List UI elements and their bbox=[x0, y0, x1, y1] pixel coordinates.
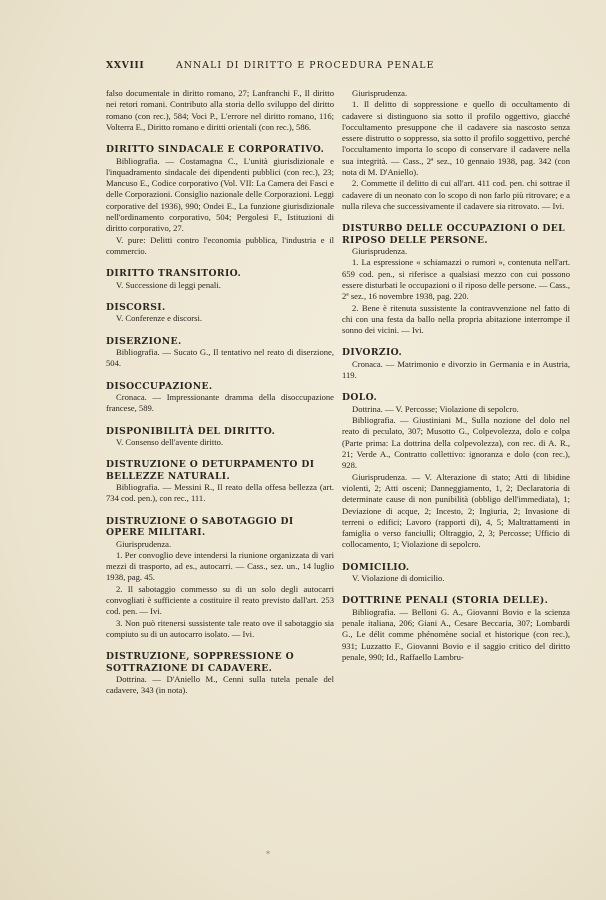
entry-paragraph: 1. Il delitto di soppressione e quello di occultamento di cadavere si distinguono sia sotto il profilo oggettivo, giacché l'occultamento presuppone che il cadavere sia nascosto senza essere distrutto o soppresso, sia sotto il profilo soggettivo, perché l'occultamento importa lo scopo di conservare il cadavere nella sua integrità. — Cass., 2ª sez., 10 gennaio 1938, pag. 342 (con nota di M. D'Aniello). bbox=[342, 99, 570, 178]
section-heading: DISOCCUPAZIONE. bbox=[106, 380, 213, 392]
page-header bbox=[106, 60, 506, 76]
entry-paragraph: Bibliografia. — Giustiniani M., Sulla nozione del dolo nel reato di peculato, 307; Musotto G., Colpevolezza, dolo e colpa (Parte prima: La dottrina della colpevolezza), con rec. di A. R., 21; Verde A., Contratto collettivo: ignoranza e dolo (con rec.), 928. bbox=[342, 415, 570, 471]
entry-paragraph: 2. Il sabotaggio commesso su di un solo degli autocarri convogliati è sufficiente a costituire il reato previsto dall'art. 253 cod. pen. — Ivi. bbox=[106, 583, 334, 617]
section-heading: DISERZIONE. bbox=[106, 335, 182, 347]
section-heading: DOLO. bbox=[342, 392, 378, 404]
entry-paragraph: 3. Non può ritenersi sussistente tale reato ove il sabotaggio sia compiuto su di un autocarro isolato. — Ivi. bbox=[106, 617, 334, 639]
entry-paragraph: Bibliografia. — Sucato G., Il tentativo nel reato di diserzione, 504. bbox=[106, 347, 334, 369]
entry-paragraph: Giurisprudenza. — V. Alterazione di stato; Atti di libidine violenti, 2; Atti osceni; Danneggiamento, 1, 2; Declaratoria di determinate cause di non punibilità (obbligo dell'immediata), 1; Deviazione di acque, 2; Incesto, 2; Ingiuria, 2; Invasione di terreni o edifici; Lavoro (rapporti di), 4, 5; Maltrattamenti in famiglia o verso fanciulli; Oltraggio, 2, 3; Percosse; Ufficio di collocamento, 1; Violazione di sepolcro. bbox=[342, 471, 570, 550]
entry-paragraph: Bibliografia. — Belloni G. A., Giovanni Bovio e la scienza penale italiana, 206; Giani A., Cesare Beccaria, 307; Lombardi G., Le délit comme phénomène social et historique (con rec.), 931; Luzzatto F., Giovanni Bovio e il saggio critico del diritto penale, 990; Id., Raffaello Lambru- bbox=[342, 606, 570, 663]
entry-paragraph: V. Consenso dell'avente diritto. bbox=[116, 437, 224, 448]
entry-paragraph: Giurisprudenza. bbox=[352, 246, 408, 257]
page-number: XXVIII bbox=[106, 60, 145, 71]
entry-paragraph: Dottrina. — V. Percosse; Violazione di sepolcro. bbox=[352, 403, 519, 414]
section-heading: DIVORZIO. bbox=[342, 347, 403, 359]
entry-paragraph: 1. La espressione « schiamazzi o rumori », contenuta nell'art. 659 cod. pen., si riferisce a qualsiasi mezzo con cui possono essere disturbati le occupazioni o il riposo delle persone. — Cass., 2ª sez., 16 novembre 1938, pag. 220. bbox=[342, 257, 570, 302]
entry-paragraph: Giurisprudenza. bbox=[352, 88, 408, 98]
entry-paragraph: V. pure: Delitti contro l'economia pubblica, l'industria e il commercio. bbox=[106, 234, 334, 256]
entry-paragraph: Bibliografia. — Costamagna C., L'unità giurisdizionale e l'inquadramento sindacale dei dipendenti pubblici (con rec.), 23; Mancuso E., Codice corporativo (Vol. VII: La Camera dei Fasci e delle Corporazioni. Consiglio nazionale delle Corporazioni. Leggi corporative del 1936), 990; Ondei E., La funzione giurisdizionale nell'ordinamento corporativo, 504; Pergolesi F., Istituzioni di diritto corporativo, 27. bbox=[106, 155, 334, 234]
section-heading: DISTRUZIONE O SABOTAGGIO DI OPERE MILITARI. bbox=[106, 515, 294, 539]
section-heading: DISCORSI. bbox=[106, 301, 166, 313]
section-heading: DISPONIBILITÀ DEL DIRITTO. bbox=[106, 425, 276, 437]
entry-paragraph: V. Successione di leggi penali. bbox=[116, 279, 221, 290]
right-column bbox=[342, 88, 570, 663]
running-title: ANNALI DI DIRITTO E PROCEDURA PENALE bbox=[176, 60, 435, 71]
entry-paragraph: V. Violazione di domicilio. bbox=[352, 573, 445, 584]
section-heading: DISTRUZIONE O DETURPAMENTO DI BELLEZZE NATURALI. bbox=[106, 459, 315, 482]
entry-paragraph: Cronaca. — Impressionante dramma della disoccupazione francese, 589. bbox=[106, 392, 334, 414]
entry-paragraph: Dottrina. — D'Aniello M., Cenni sulla tutela penale del cadavere, 343 (in nota). bbox=[106, 674, 334, 696]
footnote-mark: * bbox=[266, 850, 270, 859]
entry-paragraph: Giurisprudenza. bbox=[116, 538, 172, 549]
entry-paragraph: 1. Per convoglio deve intendersi la riunione organizzata di vari mezzi di trasporto, ad es., autocarri. — Cass., sez. un., 14 luglio 1938, pag. 45. bbox=[106, 549, 334, 583]
section-heading: DISTRUZIONE, SOPPRESSIONE O SOTTRAZIONE DI CADAVERE. bbox=[106, 651, 295, 674]
section-heading: DISTURBO DELLE OCCUPAZIONI O DEL RIPOSO DELLE PERSONE. bbox=[342, 223, 565, 246]
entry-paragraph: falso documentale in diritto romano, 27; Lanfranchi F., Il diritto nei retori romani. Contributo alla storia dello sviluppo del diritto romano (con rec.), 584; Voci P., L'errore nel diritto romano, 116; Volterra E., Diritto romano e diritti orientali (con rec.), 586. bbox=[106, 88, 334, 132]
section-heading: DOTTRINE PENALI (STORIA DELLE). bbox=[342, 595, 549, 607]
left-column bbox=[106, 88, 334, 697]
entry-paragraph: 2. Commette il delitto di cui all'art. 411 cod. pen. chi sottrae il cadavere di un neonato con lo scopo di non farlo più ritrovare; e a nulla rileva che successivamente il cadavere sia ritrovato. — Ivi. bbox=[342, 178, 570, 211]
section-heading: DIRITTO TRANSITORIO. bbox=[106, 268, 242, 280]
entry-paragraph: Cronaca. — Matrimonio e divorzio in Germania e in Austria, 119. bbox=[342, 358, 570, 381]
entry-paragraph: V. Conferenze e discorsi. bbox=[116, 313, 202, 324]
section-heading: DIRITTO SINDACALE E CORPORATIVO. bbox=[106, 144, 325, 156]
entry-paragraph: Bibliografia. — Messini R., Il reato della offesa bellezza (art. 734 cod. pen.), con rec., 111. bbox=[106, 482, 334, 504]
section-heading: DOMICILIO. bbox=[342, 561, 410, 573]
entry-paragraph: 2. Bene è ritenuta sussistente la contravvenzione nel fatto di chi con una festa da ballo nella propria abitazione interrompe il sonno dei vicini. — Ivi. bbox=[342, 302, 570, 336]
